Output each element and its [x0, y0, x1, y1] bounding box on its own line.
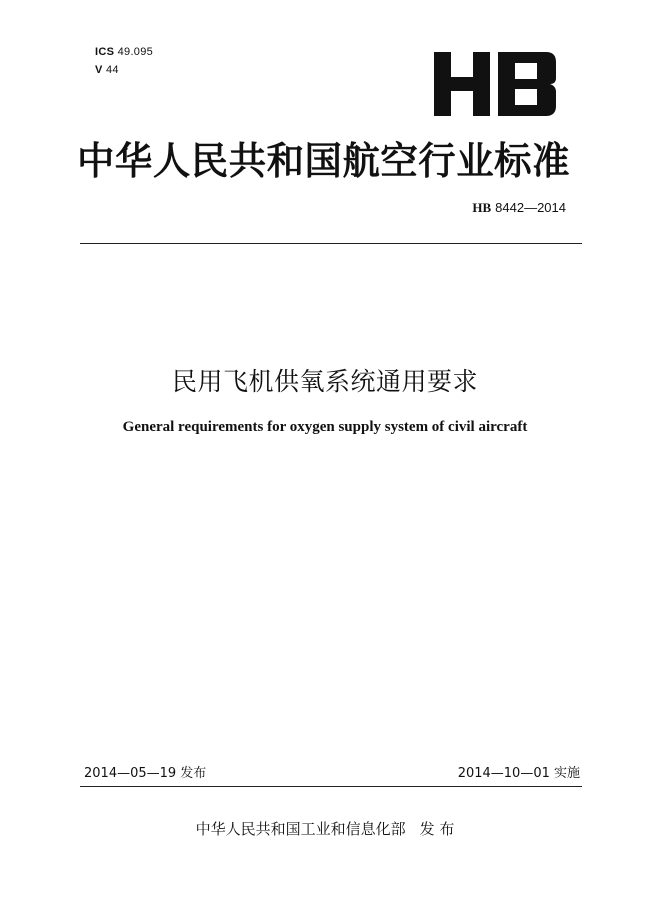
ccs-label: V [95, 64, 103, 76]
standard-category-title: 中华人民共和国航空行业标准 [77, 139, 571, 183]
hb-logo [434, 52, 556, 116]
bottom-divider [80, 786, 582, 787]
issue-date: 2014—05—19 发布 [84, 766, 207, 781]
ccs-code [95, 64, 119, 76]
implementation-date: 2014—10—01 实施 [457, 766, 580, 781]
document-title-en: General requirements for oxygen supply system of civil aircraft [122, 419, 528, 435]
ccs-value: 44 [106, 64, 119, 76]
publish-action: 发 布 [419, 820, 455, 838]
publisher-name: 中华人民共和国工业和信息化部 [195, 820, 406, 838]
standard-prefix: HB [472, 200, 492, 215]
top-divider [80, 243, 582, 244]
standard-number [472, 200, 566, 216]
ics-value: 49.095 [117, 46, 154, 58]
ics-label: ICS [95, 46, 115, 58]
standard-code: 8442—2014 [495, 200, 566, 215]
publisher-line [0, 818, 650, 839]
ics-code [95, 46, 153, 58]
document-title-cn: 民用飞机供氧系统通用要求 [171, 367, 478, 396]
